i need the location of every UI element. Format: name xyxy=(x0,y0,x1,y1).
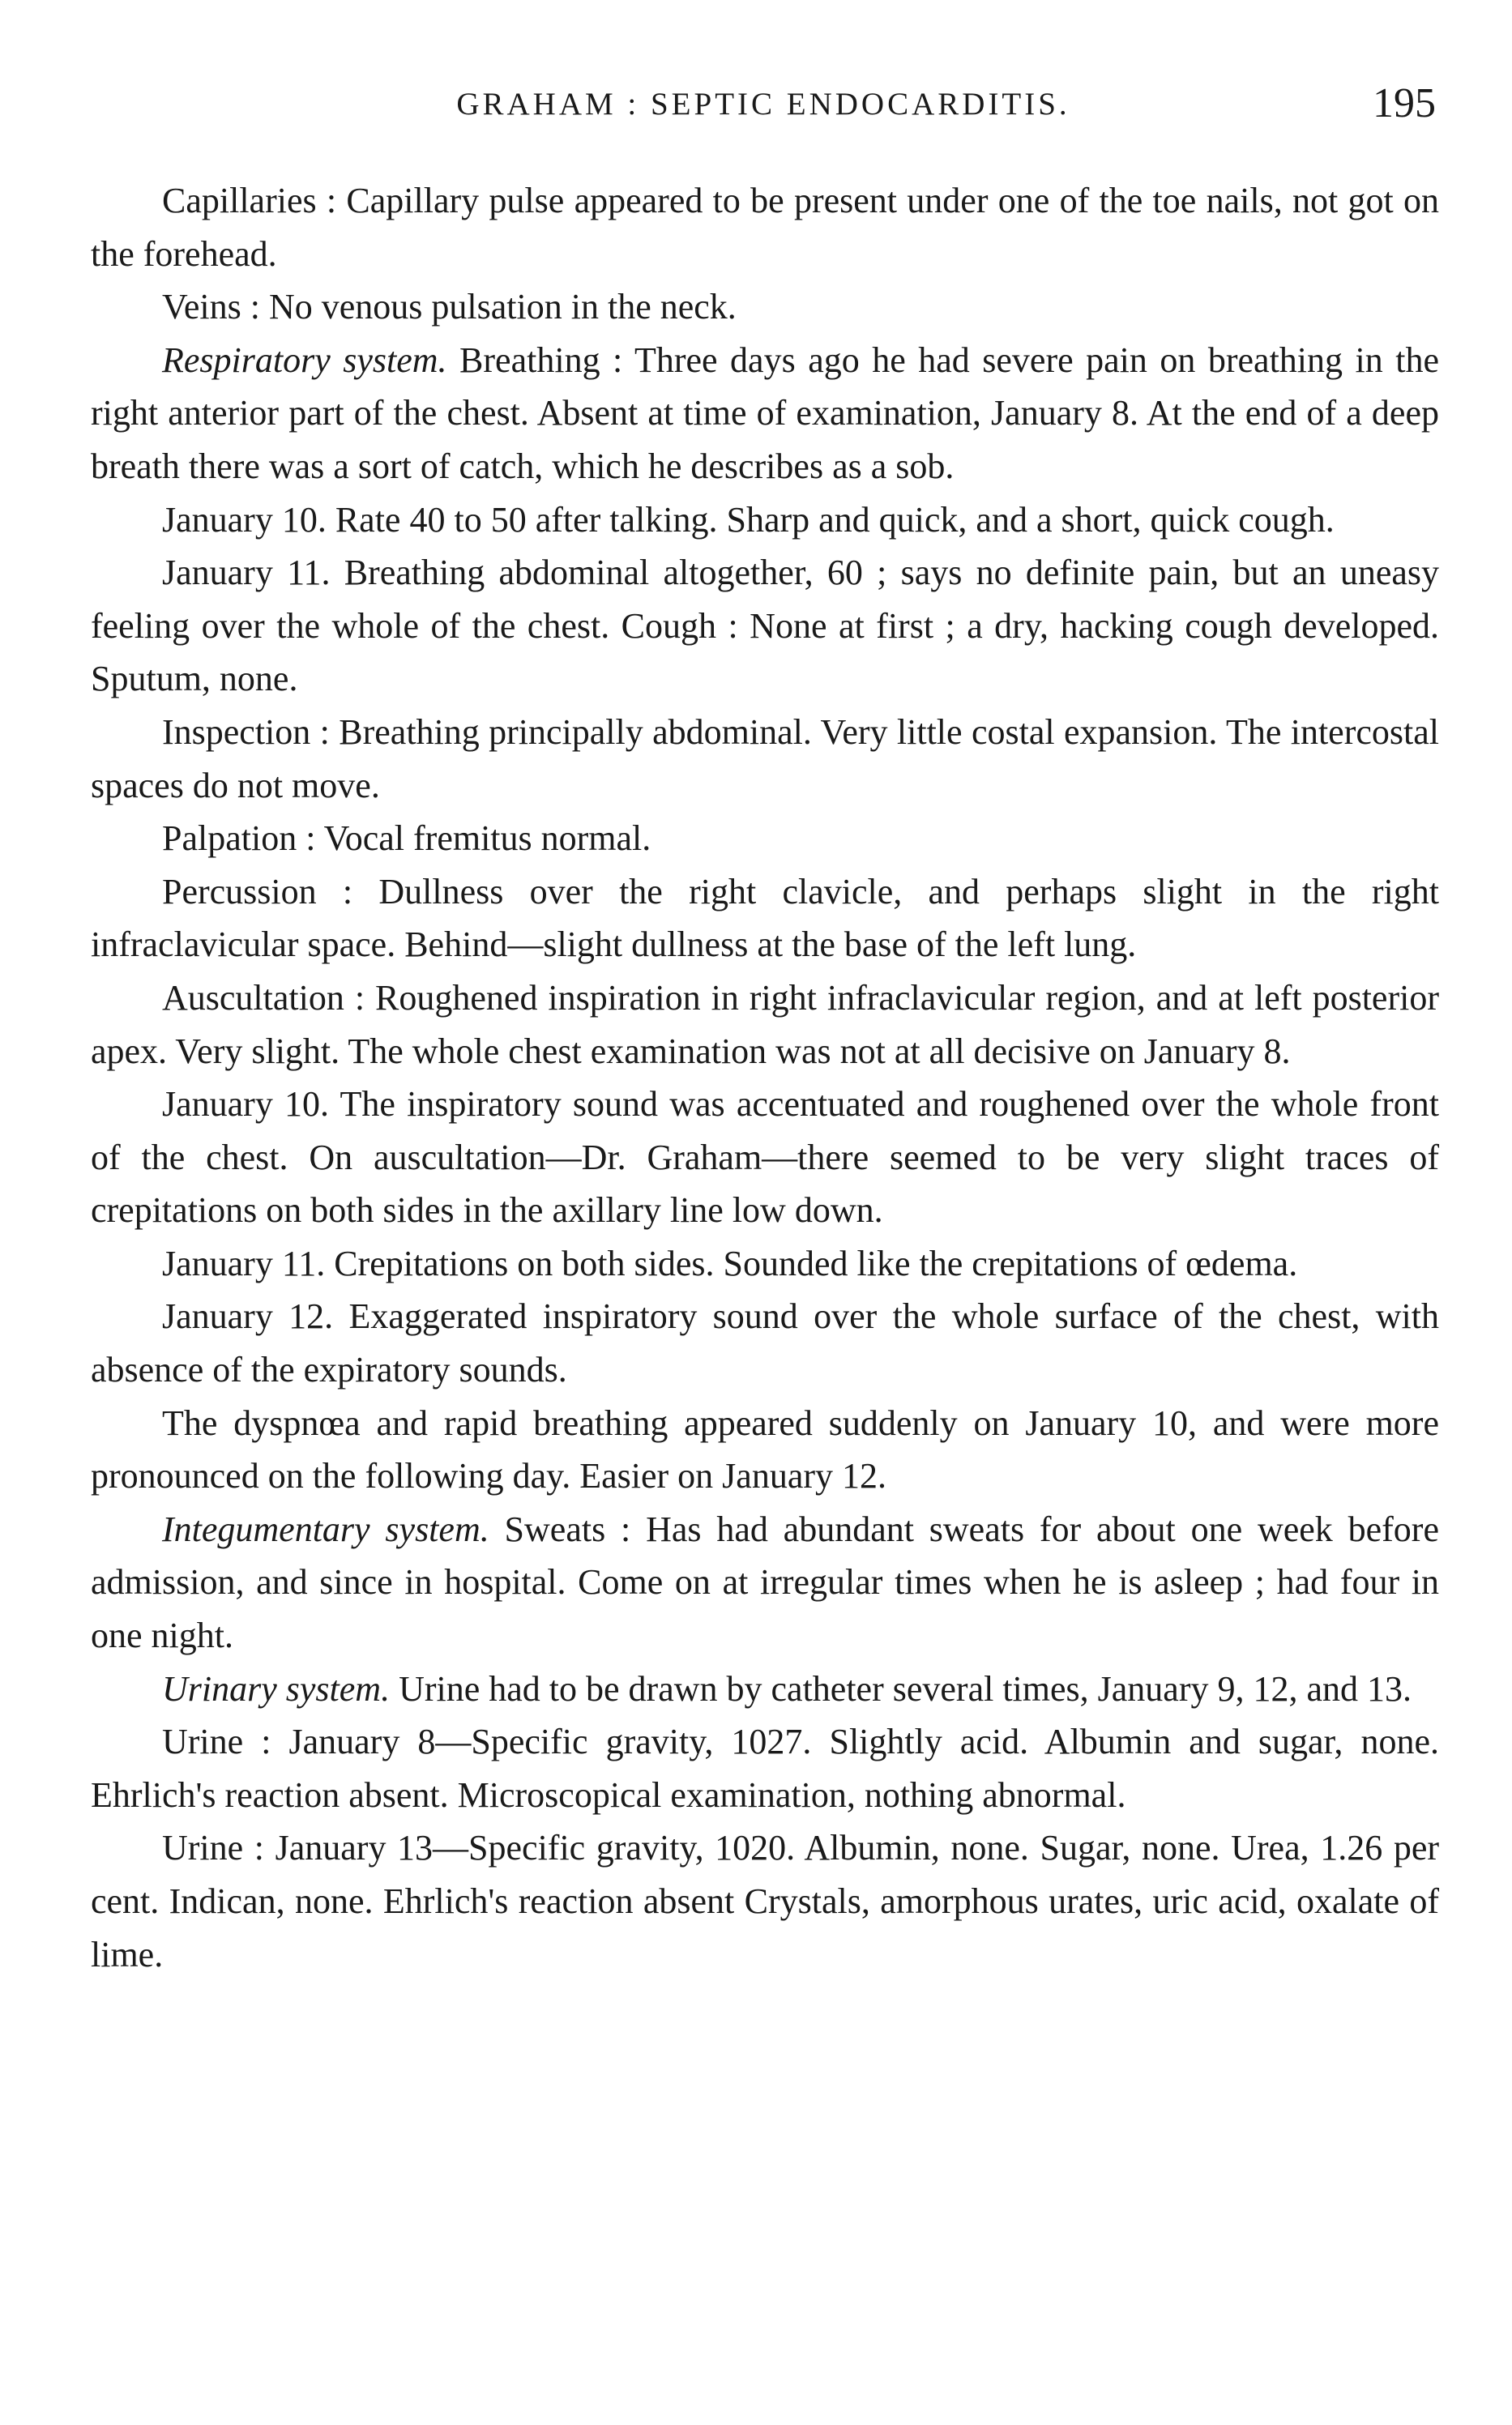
paragraph: Percussion : Dullness over the right clavicle, and perhaps slight in the right infraclavicular space. Behind—slight dullness at the base of the left lung. xyxy=(91,871,1439,965)
section-heading: Respiratory system. xyxy=(162,339,447,380)
paragraph: January 10. The inspiratory sound was accentuated and roughened over the whole front of the chest. On auscultation—Dr. Graham—there seemed to be very slight traces of crepitations on both sides in the axillary line low down. xyxy=(91,1084,1439,1231)
paragraph: Capillaries : Capillary pulse appeared to be present under one of the toe nails, not got on the forehead. xyxy=(91,181,1439,274)
paragraph: January 12. Exaggerated inspiratory sound over the whole surface of the chest, with absence of the expiratory sounds. xyxy=(91,1296,1439,1390)
running-title: GRAHAM : SEPTIC ENDOCARDITIS. xyxy=(456,87,1070,122)
paragraph: Inspection : Breathing principally abdominal. Very little costal expansion. The intercostal spaces do not move. xyxy=(91,711,1439,805)
paragraph: January 11. Breathing abdominal altogether, 60 ; says no definite pain, but an uneasy feeling over the whole of the chest. Cough : None at first ; a dry, hacking cough developed. Sputum, none. xyxy=(91,553,1439,699)
body-text xyxy=(91,174,1439,1981)
paragraph: Urine : January 13—Specific gravity, 1020. Albumin, none. Sugar, none. Urea, 1.26 per cent. Indican, none. Ehrlich's reaction absent Crystals, amorphous urates, uric acid, oxalate of lime. xyxy=(91,1828,1439,1975)
paragraph: Veins : No venous pulsation in the neck. xyxy=(162,287,737,327)
paragraph: Urinary system. Urine had to be drawn by catheter several times, January 9, 12, and 13. xyxy=(162,1668,1412,1709)
paragraph: Respiratory system. Breathing : Three days ago he had severe pain on breathing in the right anterior part of the chest. Absent at time of examination, January 8. At the end of a deep breath there was a sort of catch, which he describes as a sob. xyxy=(91,339,1439,486)
paragraph: The dyspnœa and rapid breathing appeared suddenly on January 10, and were more pronounced on the following day. Easier on January 12. xyxy=(91,1402,1439,1496)
paragraph: Urine : January 8—Specific gravity, 1027. Slightly acid. Albumin and sugar, none. Ehrlich's reaction absent. Microscopical examination, nothing abnormal. xyxy=(91,1722,1439,1815)
section-heading: Integumentary system. xyxy=(162,1509,489,1549)
page-number: 195 xyxy=(1373,80,1436,126)
paragraph: January 11. Crepitations on both sides. Sounded like the crepitations of œdema. xyxy=(162,1243,1298,1283)
paragraph: Auscultation : Roughened inspiration in right infraclavicular region, and at left posterior apex. Very slight. The whole chest examination was not at all decisive on January 8. xyxy=(91,977,1439,1071)
paragraph: Palpation : Vocal fremitus normal. xyxy=(162,818,651,859)
paragraph: January 10. Rate 40 to 50 after talking. Sharp and quick, and a short, quick cough. xyxy=(162,499,1335,540)
paragraph: Integumentary system. Sweats : Has had abundant sweats for about one week before admission, and since in hospital. Come on at irregular times when he is asleep ; had four in one night. xyxy=(91,1509,1439,1656)
section-heading: Urinary system. xyxy=(162,1668,391,1709)
page-header xyxy=(91,79,1436,136)
